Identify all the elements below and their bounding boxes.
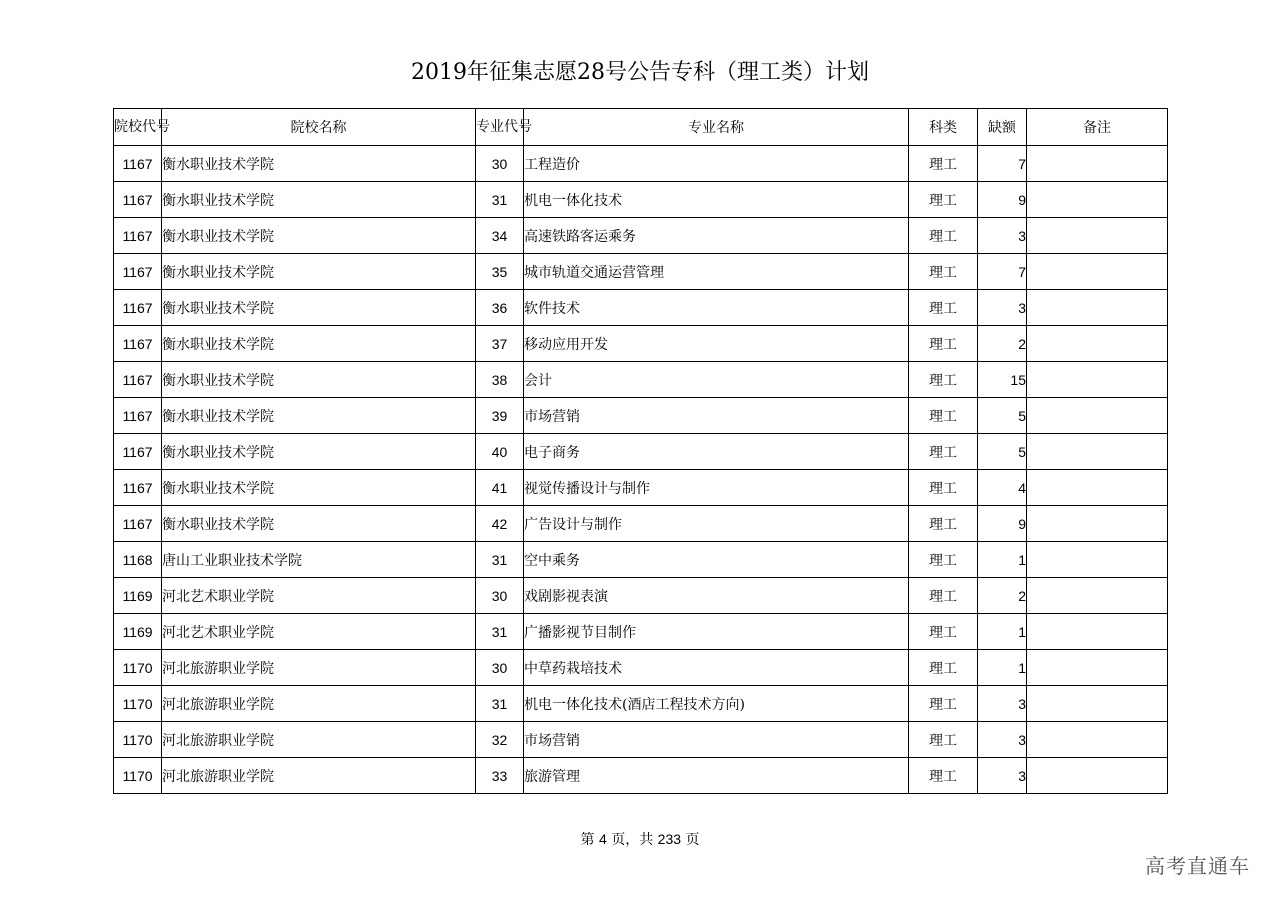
cell-category: 理工 (909, 182, 978, 218)
cell-major-name: 戏剧影视表演 (524, 578, 909, 614)
table-row (114, 218, 1168, 254)
plan-table (113, 108, 1168, 794)
table-row (114, 254, 1168, 290)
cell-school-code: 1167 (114, 506, 162, 542)
cell-school-code: 1167 (114, 146, 162, 182)
cell-school-name: 衡水职业技术学院 (162, 434, 476, 470)
cell-note (1027, 650, 1168, 686)
cell-school-name: 河北旅游职业学院 (162, 650, 476, 686)
cell-category: 理工 (909, 398, 978, 434)
cell-category: 理工 (909, 146, 978, 182)
table-row (114, 398, 1168, 434)
cell-school-code: 1167 (114, 470, 162, 506)
header-school-name: 院校名称 (162, 109, 476, 146)
header-major-name: 专业名称 (524, 109, 909, 146)
cell-major-name: 工程造价 (524, 146, 909, 182)
cell-category: 理工 (909, 578, 978, 614)
cell-major-name: 会计 (524, 362, 909, 398)
cell-school-name: 衡水职业技术学院 (162, 254, 476, 290)
table-header-row (114, 109, 1168, 146)
cell-quota: 9 (978, 506, 1027, 542)
cell-school-code: 1167 (114, 326, 162, 362)
cell-category: 理工 (909, 614, 978, 650)
cell-major-name: 城市轨道交通运营管理 (524, 254, 909, 290)
cell-note (1027, 758, 1168, 794)
cell-major-code: 40 (476, 434, 524, 470)
cell-school-name: 河北旅游职业学院 (162, 686, 476, 722)
cell-school-code: 1167 (114, 254, 162, 290)
cell-category: 理工 (909, 650, 978, 686)
cell-major-name: 移动应用开发 (524, 326, 909, 362)
cell-quota: 4 (978, 470, 1027, 506)
cell-school-code: 1167 (114, 290, 162, 326)
cell-school-code: 1170 (114, 686, 162, 722)
cell-quota: 3 (978, 218, 1027, 254)
cell-school-name: 河北艺术职业学院 (162, 578, 476, 614)
cell-quota: 1 (978, 650, 1027, 686)
cell-quota: 2 (978, 578, 1027, 614)
table-row (114, 362, 1168, 398)
cell-category: 理工 (909, 218, 978, 254)
cell-category: 理工 (909, 254, 978, 290)
cell-major-code: 31 (476, 686, 524, 722)
cell-major-name: 高速铁路客运乘务 (524, 218, 909, 254)
cell-school-name: 河北旅游职业学院 (162, 722, 476, 758)
cell-note (1027, 722, 1168, 758)
cell-major-code: 37 (476, 326, 524, 362)
cell-category: 理工 (909, 542, 978, 578)
table-row (114, 650, 1168, 686)
cell-note (1027, 290, 1168, 326)
cell-school-code: 1168 (114, 542, 162, 578)
cell-major-code: 34 (476, 218, 524, 254)
header-note: 备注 (1027, 109, 1168, 146)
cell-note (1027, 362, 1168, 398)
cell-major-code: 30 (476, 578, 524, 614)
cell-note (1027, 218, 1168, 254)
cell-major-name: 广告设计与制作 (524, 506, 909, 542)
cell-note (1027, 182, 1168, 218)
cell-major-code: 31 (476, 614, 524, 650)
cell-quota: 7 (978, 146, 1027, 182)
cell-school-name: 河北旅游职业学院 (162, 758, 476, 794)
cell-school-name: 衡水职业技术学院 (162, 218, 476, 254)
cell-school-code: 1167 (114, 434, 162, 470)
cell-major-code: 36 (476, 290, 524, 326)
cell-school-code: 1170 (114, 758, 162, 794)
cell-quota: 5 (978, 434, 1027, 470)
cell-major-name: 电子商务 (524, 434, 909, 470)
cell-note (1027, 398, 1168, 434)
cell-school-name: 唐山工业职业技术学院 (162, 542, 476, 578)
footer-page-number: 4 (598, 831, 607, 847)
cell-category: 理工 (909, 326, 978, 362)
cell-major-code: 33 (476, 758, 524, 794)
footer-prefix: 第 (580, 832, 595, 848)
table-body (114, 146, 1168, 794)
cell-major-code: 30 (476, 650, 524, 686)
cell-school-name: 衡水职业技术学院 (162, 470, 476, 506)
cell-quota: 5 (978, 398, 1027, 434)
cell-major-code: 39 (476, 398, 524, 434)
cell-quota: 3 (978, 758, 1027, 794)
cell-quota: 3 (978, 686, 1027, 722)
cell-major-name: 中草药栽培技术 (524, 650, 909, 686)
cell-quota: 7 (978, 254, 1027, 290)
footer-total-pages: 233 (657, 831, 682, 847)
cell-major-name: 软件技术 (524, 290, 909, 326)
cell-major-name: 视觉传播设计与制作 (524, 470, 909, 506)
cell-quota: 1 (978, 542, 1027, 578)
cell-note (1027, 470, 1168, 506)
cell-school-name: 衡水职业技术学院 (162, 398, 476, 434)
table-row (114, 758, 1168, 794)
cell-school-code: 1167 (114, 218, 162, 254)
cell-major-code: 32 (476, 722, 524, 758)
table-row (114, 506, 1168, 542)
table-row (114, 326, 1168, 362)
cell-quota: 3 (978, 722, 1027, 758)
table-row (114, 722, 1168, 758)
cell-major-code: 42 (476, 506, 524, 542)
cell-note (1027, 254, 1168, 290)
cell-school-code: 1167 (114, 398, 162, 434)
cell-major-name: 机电一体化技术 (524, 182, 909, 218)
cell-quota: 3 (978, 290, 1027, 326)
cell-school-name: 衡水职业技术学院 (162, 290, 476, 326)
cell-major-name: 广播影视节目制作 (524, 614, 909, 650)
cell-major-code: 30 (476, 146, 524, 182)
cell-note (1027, 614, 1168, 650)
table-row (114, 182, 1168, 218)
cell-major-code: 38 (476, 362, 524, 398)
cell-school-name: 衡水职业技术学院 (162, 326, 476, 362)
cell-note (1027, 146, 1168, 182)
table-row (114, 686, 1168, 722)
cell-major-name: 机电一体化技术(酒店工程技术方向) (524, 686, 909, 722)
page-footer (0, 829, 1280, 850)
cell-school-code: 1167 (114, 362, 162, 398)
header-major-code: 专业代号 (476, 109, 524, 146)
footer-suffix: 页 (685, 832, 700, 848)
cell-major-name: 市场营销 (524, 722, 909, 758)
cell-quota: 1 (978, 614, 1027, 650)
cell-school-code: 1167 (114, 182, 162, 218)
cell-school-name: 河北艺术职业学院 (162, 614, 476, 650)
table-row (114, 578, 1168, 614)
cell-school-code: 1169 (114, 578, 162, 614)
table-row (114, 614, 1168, 650)
header-quota: 缺额 (978, 109, 1027, 146)
cell-category: 理工 (909, 686, 978, 722)
cell-category: 理工 (909, 470, 978, 506)
watermark: 高考直通车 (1145, 854, 1250, 878)
cell-quota: 2 (978, 326, 1027, 362)
cell-major-code: 35 (476, 254, 524, 290)
table-row (114, 542, 1168, 578)
cell-school-code: 1170 (114, 722, 162, 758)
cell-note (1027, 506, 1168, 542)
cell-school-name: 衡水职业技术学院 (162, 146, 476, 182)
cell-school-code: 1169 (114, 614, 162, 650)
cell-school-name: 衡水职业技术学院 (162, 182, 476, 218)
cell-quota: 9 (978, 182, 1027, 218)
document-title: 2019年征集志愿28号公告专科（理工类）计划 (411, 60, 869, 85)
cell-category: 理工 (909, 290, 978, 326)
cell-quota: 15 (978, 362, 1027, 398)
cell-note (1027, 686, 1168, 722)
cell-major-code: 31 (476, 182, 524, 218)
cell-category: 理工 (909, 722, 978, 758)
table-row (114, 470, 1168, 506)
cell-major-name: 空中乘务 (524, 542, 909, 578)
cell-note (1027, 434, 1168, 470)
cell-major-name: 市场营销 (524, 398, 909, 434)
cell-major-name: 旅游管理 (524, 758, 909, 794)
table-row (114, 290, 1168, 326)
cell-category: 理工 (909, 362, 978, 398)
cell-major-code: 31 (476, 542, 524, 578)
cell-note (1027, 326, 1168, 362)
cell-category: 理工 (909, 506, 978, 542)
cell-major-code: 41 (476, 470, 524, 506)
cell-school-name: 衡水职业技术学院 (162, 362, 476, 398)
cell-school-name: 衡水职业技术学院 (162, 506, 476, 542)
cell-school-code: 1170 (114, 650, 162, 686)
header-category: 科类 (909, 109, 978, 146)
footer-middle: 页，共 (611, 832, 654, 848)
cell-category: 理工 (909, 434, 978, 470)
table-row (114, 434, 1168, 470)
cell-note (1027, 578, 1168, 614)
header-school-code: 院校代号 (114, 109, 162, 146)
cell-category: 理工 (909, 758, 978, 794)
table-row (114, 146, 1168, 182)
cell-note (1027, 542, 1168, 578)
